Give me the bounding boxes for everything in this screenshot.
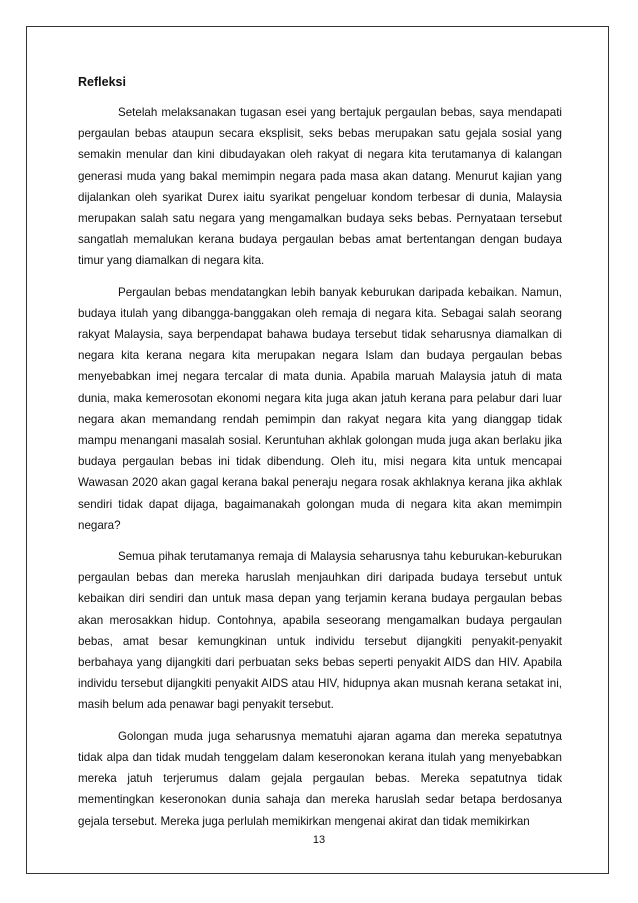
paragraph-3: Semua pihak terutamanya remaja di Malaysia seharusnya tahu keburukan-keburukan pergaulan bebas dan mereka haruslah menjauhkan diri daripada budaya tersebut untuk kebaikan diri sendiri dan untuk masa depan yang terjamin kerana budaya pergaulan bebas akan merosakkan hidup. Contohnya, apabila seseorang mengamalkan budaya pergaulan bebas, amat besar kemungkinan untuk individu tersebut dijangkiti penyakit-penyakit berbahaya yang dijangkiti dari perbuatan seks bebas seperti penyakit AIDS dan HIV. Apabila individu tersebut dijangkiti penyakit AIDS atau HIV, hidupnya akan musnah kerana setakat ini, masih belum ada penawar bagi penyakit tersebut.: [78, 550, 562, 712]
paragraph-1: Setelah melaksanakan tugasan esei yang bertajuk pergaulan bebas, saya mendapati pergaulan bebas ataupun secara eksplisit, seks bebas merupakan satu gejala sosial yang semakin menular dan kini dibudayakan oleh rakyat di negara kita terutamanya di kalangan generasi muda yang bakal memimpin negara pada masa akan datang. Menurut kajian yang dijalankan oleh syarikat Durex iaitu syarikat pengeluar kondom terbesar di dunia, Malaysia merupakan salah satu negara yang mengamalkan budaya seks bebas. Pernyataan tersebut sangatlah memalukan kerana budaya pergaulan bebas amat bertentangan dengan budaya timur yang diamalkan di negara kita.: [78, 106, 562, 268]
paragraph-2: Pergaulan bebas mendatangkan lebih banyak keburukan daripada kebaikan. Namun, budaya itulah yang dibangga-banggakan oleh remaja di negara kita. Sebagai salah seorang rakyat Malaysia, saya berpendapat bahawa budaya tersebut tidak seharusnya diamalkan di negara kita kerana negara kita merupakan negara Islam dan budaya pergaulan bebas menyebabkan imej negara tercalar di mata dunia. Apabila maruah Malaysia jatuh di mata dunia, maka kemerosotan ekonomi negara kita juga akan jatuh kerana para pelabur dari luar negara akan memandang rendah pemimpin dan rakyat negara kita yang dianggap tidak mampu menangani masalah sosial. Keruntuhan akhlak golongan muda juga akan berlaku jika budaya pergaulan bebas ini tidak dibendung. Oleh itu, misi negara kita untuk mencapai Wawasan 2020 akan gagal kerana bakal peneraju negara rosak akhlaknya kerana jika akhlak sendiri tidak dapat dijaga, bagaimanakah golongan muda di negara kita akan memimpin negara?: [78, 285, 562, 532]
paragraph-4: Golongan muda juga seharusnya mematuhi ajaran agama dan mereka sepatutnya tidak alpa dan tidak mudah tenggelam dalam keseronokan kerana itulah yang menyebabkan mereka jatuh terjerumus dalam gejala pergaulan bebas. Mereka sepatutnya tidak mementingkan keseronokan dunia sahaja dan mereka haruslah sedar betapa berdosanya gejala tersebut. Mereka juga perlulah memikirkan mengenai akirat dan tidak memikirkan: [78, 729, 562, 828]
section-heading: Refleksi: [78, 75, 126, 89]
page-number: 13: [312, 834, 326, 846]
document-body: [78, 72, 562, 842]
